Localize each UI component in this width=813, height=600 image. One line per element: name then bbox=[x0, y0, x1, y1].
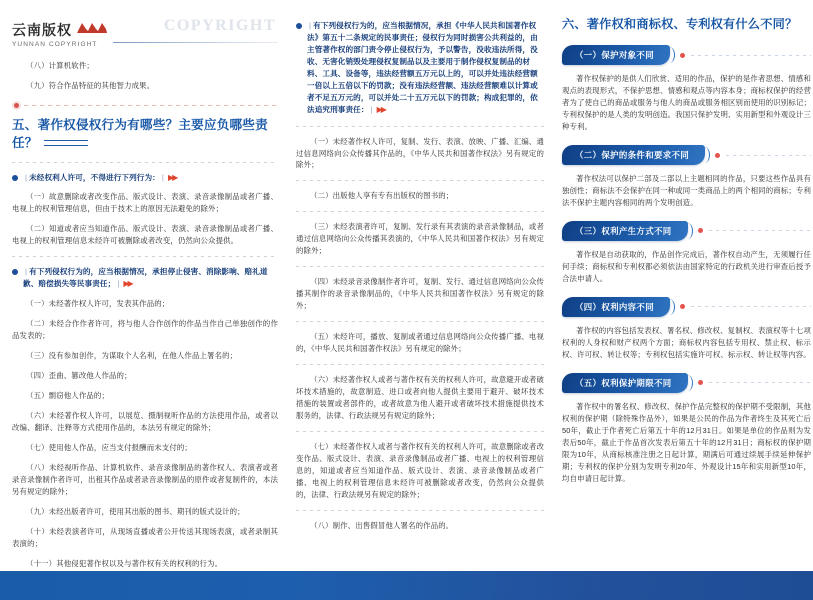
list-item: （三）没有参加创作，为谋取个人名利，在他人作品上署名的； bbox=[26, 350, 238, 360]
dashed-divider bbox=[296, 431, 544, 432]
blue-dot-icon bbox=[296, 23, 302, 29]
lead-text: 未经权利人许可，不得进行下列行为： bbox=[29, 172, 160, 182]
subsection-body-3: 著作权是自动获取的，作品创作完成后，著作权自动产生，无须履行任何手续；商标权和专利权都必须依法由国家特定的行政机关进行审查后授予合法申请人。 bbox=[562, 249, 811, 283]
subsection-badge-4: （四）权利内容不同 bbox=[562, 297, 670, 317]
list-item: （七）未经著作权人或者与著作权有关的权利人许可，故意删除或者改变作品、版式设计、表演、录音录像制品或者广播、电视上的权利管理信息的，知道或者应当知道作品、版式设计、表演、录音录像制品或者广播、电视上的权利管理信息未经许可被删除或者改变，仍然向公众提供的，法律、行政法规另有规定的除外； bbox=[296, 442, 544, 500]
bar-glyph: | bbox=[25, 267, 28, 277]
lead-text-wrap bbox=[23, 172, 278, 185]
badge-row bbox=[562, 45, 811, 65]
bar-glyph: | bbox=[161, 172, 164, 182]
list-item: （一）未经著作权人许可，复制、发行、表演、放映、广播、汇编、通过信息网络向公众传播其作品的，《中华人民共和国著作权法》另有规定的除外； bbox=[296, 136, 544, 170]
list-item: （五）剽窃他人作品的； bbox=[26, 390, 109, 400]
dashed-divider bbox=[12, 256, 278, 257]
badge-row bbox=[562, 145, 811, 165]
heading-underline bbox=[44, 140, 88, 146]
brand-header bbox=[12, 14, 278, 48]
list-item: （六）未经著作权人或者与著作权有关的权利人许可，故意避开或者破坏技术措施的，故意制造、进口或者向他人提供主要用于避开、破坏技术措施的装置或者部件的，或者故意为他人避开或者破坏技术措施提供技术服务的，法律、行政法规另有规定的除外； bbox=[296, 375, 544, 421]
list-item: （四）未经录音录像制作者许可，复制、发行、通过信息网络向公众传播其制作的录音录像制品的，《中华人民共和国著作权法》另有规定的除外； bbox=[296, 277, 544, 311]
dashed-divider bbox=[296, 364, 544, 365]
list-item: （三）未经表演者许可，复制、发行录有其表演的录音录像制品，或者通过信息网络向公众传播其表演的，《中华人民共和国著作权法》另有规定的除外； bbox=[296, 222, 544, 256]
section-heading-text: 五、著作权侵权行为有哪些？主要应负哪些责任？ bbox=[12, 117, 268, 150]
list-item: （八）未经视听作品、计算机软件、录音录像制品的著作权人、表演者或者录音录像制作者许可，出租其作品或者录音录像制品的原件或者复制件的，本法另有规定的除外； bbox=[12, 462, 278, 496]
bar-glyph: | bbox=[370, 104, 373, 114]
dashed-rule bbox=[691, 306, 811, 307]
carryover-item: （八）计算机软件； bbox=[26, 61, 94, 70]
list-item: （六）未经著作权人许可，以展览、摄制视听作品的方法使用作品，或者以改编、翻译、注释等方式使用作品的，本法另有规定的除外； bbox=[12, 410, 278, 432]
red-arrow-icon: ▶▶ bbox=[167, 172, 177, 182]
lead-text-wrap bbox=[307, 20, 544, 117]
subsection-badge-5: （五）权利保护期限不同 bbox=[562, 373, 688, 393]
subsection-body-5: 著作权中的署名权、修改权、保护作品完整权的保护期不受限制，其他权利的保护期（除特殊作品外），如果是公民的作品为作者终生及其死亡后50年，截止于作者死亡后第五十年的12月31日。如果是单位的作品则为发表后50年，截止于作品首次发表后第五十年的12月31日；商标权的保护期限为10年，从商标核准注册之日起计算，期满后可通过续展手续延伸保护期；专利权的保护分别为发明专利20年、外观设计15年和实用新型10年，均自申请日起计算。 bbox=[562, 401, 811, 483]
dashed-rule bbox=[24, 105, 278, 106]
list-item: （十）未经表演者许可，从现场直播或者公开传送其现场表演，或者录制其表演的； bbox=[12, 526, 278, 548]
dashed-divider bbox=[296, 180, 544, 181]
red-dot-icon bbox=[698, 228, 703, 233]
brand-name-cn: 云南版权 bbox=[12, 22, 72, 38]
list-item: （九）未经出版者许可，使用其出版的图书、期刊的版式设计的； bbox=[26, 506, 245, 516]
lead-text-wrap bbox=[23, 266, 278, 291]
column-left bbox=[12, 14, 278, 568]
list-item: （四）歪曲、篡改他人作品的； bbox=[26, 370, 132, 380]
subsection-badge-2: （二）保护的条件和要求不同 bbox=[562, 145, 705, 165]
logo-cn-row bbox=[12, 22, 107, 39]
column-middle bbox=[296, 14, 544, 556]
red-arrow-icon: ▶▶ bbox=[376, 104, 385, 114]
subsection-body-2: 著作权法可以保护二部及二部以上主题相同的作品，只要这些作品具有独创性；商标法不会保护在同一种或同一类商品上的两个相同的商标；专利法不保护主题内容相同的两个发明创造。 bbox=[562, 174, 811, 207]
dashed-divider bbox=[296, 321, 544, 322]
bar-glyph: | bbox=[25, 172, 28, 182]
column-right bbox=[562, 14, 811, 556]
list-item: （一）故意删除或者改变作品、版式设计、表演、录音录像制品或者广播、电视上的权利管理信息，但由于技术上的原因无法避免的除外； bbox=[12, 192, 278, 214]
list-item: （七）使用他人作品，应当支付报酬而未支付的； bbox=[26, 442, 192, 452]
dashed-rule bbox=[691, 55, 811, 56]
list-item: （五）未经许可，播放、复制或者通过信息网络向公众传播广播、电视的，《中华人民共和国著作权法》另有规定的除外； bbox=[296, 332, 544, 354]
logo-block bbox=[12, 22, 107, 49]
list-item: （二）出版他人享有专有出版权的图书的； bbox=[310, 191, 454, 201]
section-heading-six: 六、著作权和商标权、专利权有什么不同？ bbox=[562, 17, 798, 31]
subsection-body-1: 著作权保护的是供人们欣赏、适用的作品，保护的是作者思想、情感和观点的表现形式，不保护思想、情感和观点等内容本身；商标权保护的经营者为了使自己的商品或服务与他人的商品或服务相区别而使用的识别标记；专利权保护的是人类的发明创造。我国只保护发明、实用新型和外观设计三种专利。 bbox=[562, 74, 811, 132]
brand-rule bbox=[113, 42, 278, 44]
lead-line bbox=[12, 172, 278, 185]
dashed-divider bbox=[296, 211, 544, 212]
section-heading-five bbox=[12, 117, 278, 153]
bar-glyph: | bbox=[117, 279, 120, 289]
dashed-divider bbox=[296, 266, 544, 267]
lead-text: 有下列侵权行为的，应当根据情况，承担《中华人民共和国著作权法》第五十二条规定的民事责任；侵权行为同时损害公共利益的，由主管著作权的部门责令停止侵权行为，予以警告，没收违法所得，没收、无害化销毁处理侵权复制品以及主要用于制作侵权复制品的材料、工具、设备等，违法经营额五万元以上的，可以并处违法经营额一倍以上五倍以下的罚款；没有违法经营额、违法经营额难以计算或者不足五万元的，可以并处二十五万元以下的罚款；构成犯罪的，依法追究刑事责任： bbox=[307, 21, 538, 114]
list-item: （二）未经合作作者许可，将与他人合作创作的作品当作自己单独创作的作品发表的； bbox=[12, 318, 278, 340]
watermark-copyright: COPYRIGHT bbox=[163, 17, 276, 34]
badge-row bbox=[562, 373, 811, 393]
subsection-badge-1: （一）保护对象不同 bbox=[562, 45, 670, 65]
lead-line bbox=[12, 266, 278, 291]
subsection-body-4: 著作权的内容包括发表权、署名权、修改权、复制权、表演权等十七项权利的人身权和财产权两个方面；商标权内容包括专用权、禁止权、标示权、许可权、转让权等；专利权包括实施许可权、标示权、转让权等内容。 bbox=[562, 325, 811, 359]
red-dot-icon bbox=[698, 380, 703, 385]
lead-text: 有下列侵权行为的，应当根据情况，承担停止侵害、消除影响、赔礼道歉、赔偿损失等民事责任； bbox=[23, 267, 268, 289]
badge-row bbox=[562, 221, 811, 241]
dashed-divider bbox=[12, 162, 278, 163]
red-arrow-icon: ▶▶ bbox=[123, 279, 132, 289]
dashed-divider bbox=[296, 126, 544, 127]
dashed-rule bbox=[709, 230, 811, 231]
dashed-divider bbox=[296, 510, 544, 511]
red-dot-icon bbox=[14, 103, 19, 108]
lead-line bbox=[296, 20, 544, 117]
footer-bar bbox=[0, 571, 813, 600]
list-item: （十一）其他侵犯著作权以及与著作权有关的权利的行为。 bbox=[26, 558, 223, 568]
subsection-badge-3: （三）权利产生方式不同 bbox=[562, 221, 688, 241]
mountain-logo-icon bbox=[77, 22, 107, 39]
red-dot-icon bbox=[715, 153, 720, 158]
red-dot-divider bbox=[14, 103, 278, 108]
list-item: （八）制作、出售假冒他人署名的作品的。 bbox=[310, 521, 454, 531]
bar-glyph: | bbox=[309, 21, 312, 30]
blue-dot-icon bbox=[12, 175, 18, 181]
dashed-rule bbox=[726, 155, 811, 156]
list-item: （二）知道或者应当知道作品、版式设计、表演、录音录像制品或者广播、电视上的权利管理信息未经许可被删除或者改变，仍然向公众提供。 bbox=[12, 224, 278, 246]
list-item: （一）未经著作权人许可，发表其作品的； bbox=[26, 298, 170, 308]
dashed-rule bbox=[709, 382, 811, 383]
carryover-item: （九）符合作品特征的其他智力成果。 bbox=[26, 80, 155, 90]
badge-row bbox=[562, 297, 811, 317]
red-dot-icon bbox=[680, 53, 685, 58]
brand-name-en: YUNNAN COPYRIGHT bbox=[12, 40, 98, 48]
blue-dot-icon bbox=[12, 269, 18, 275]
red-dot-icon bbox=[680, 304, 685, 309]
